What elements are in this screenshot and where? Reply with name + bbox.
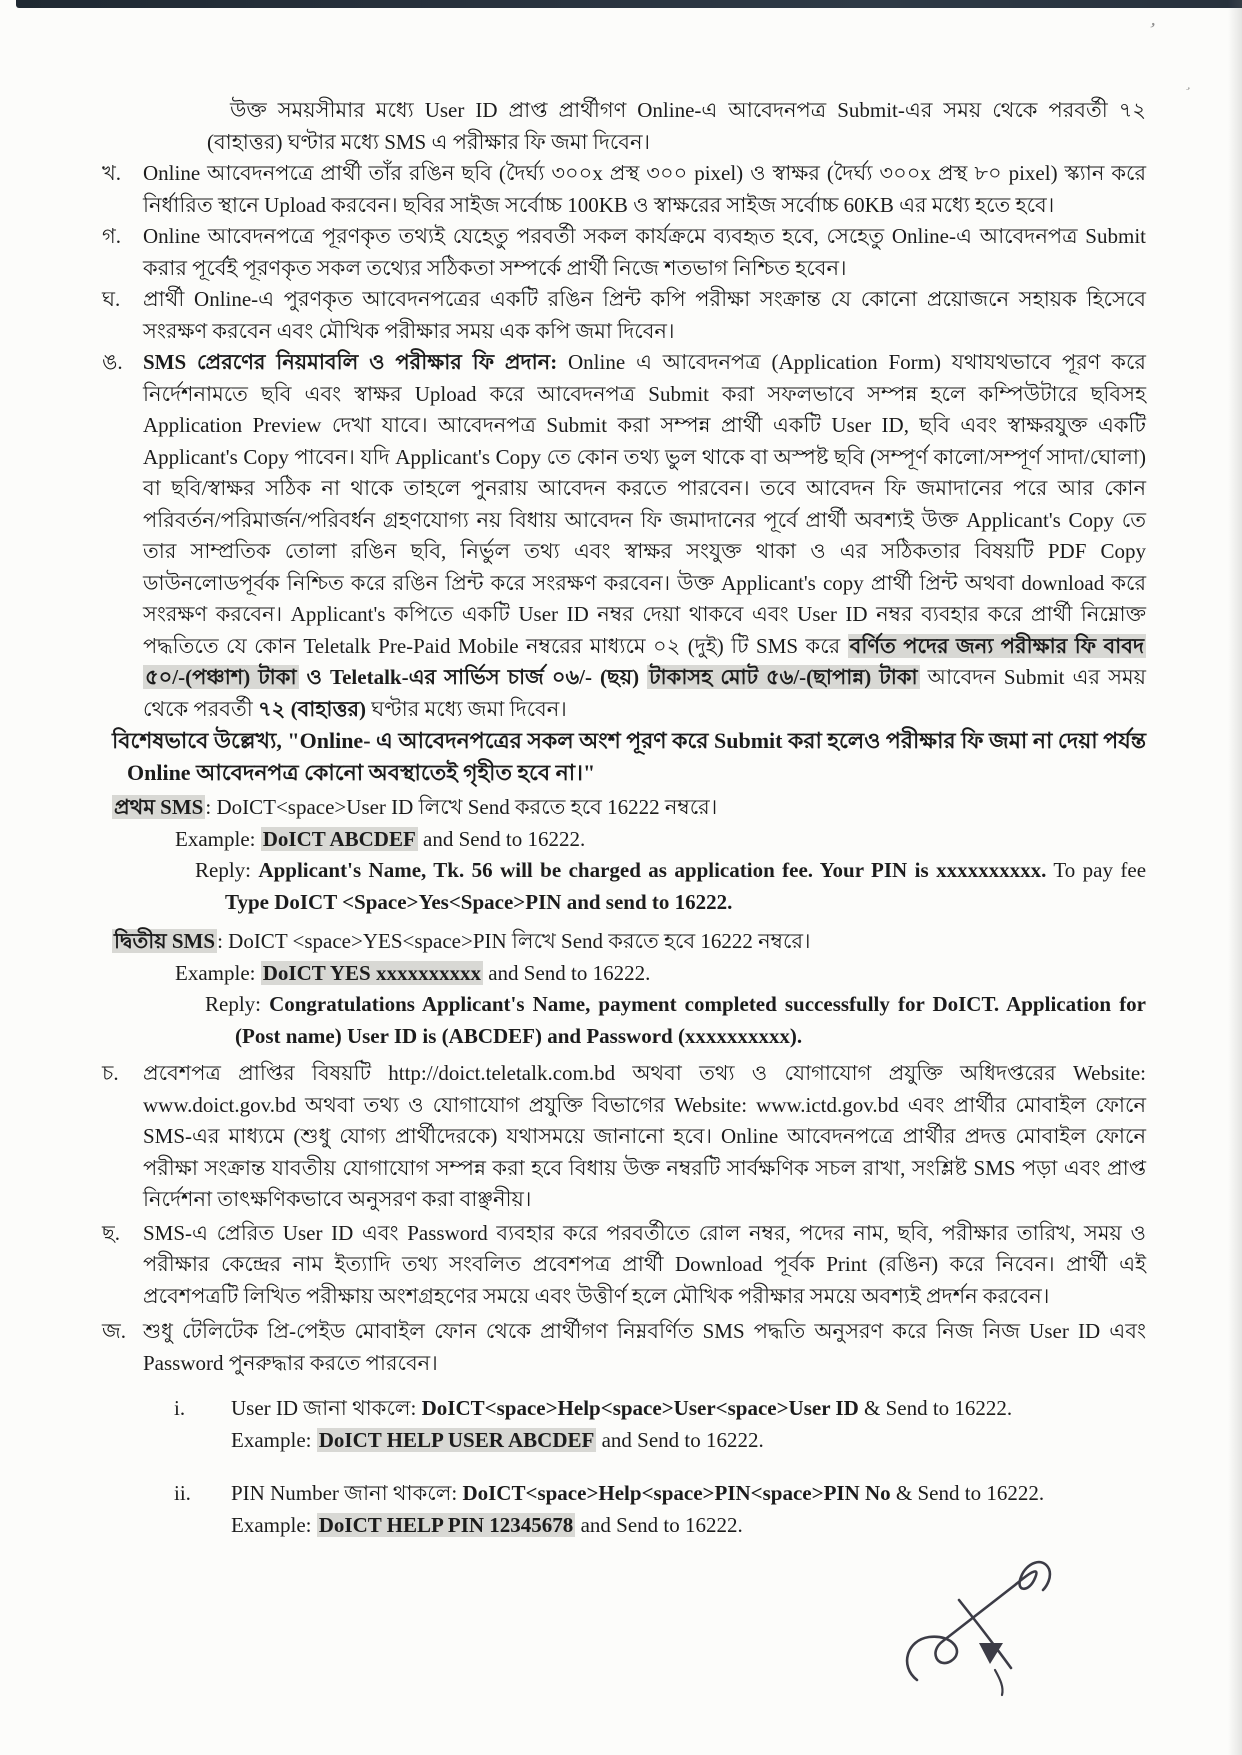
second-sms-reply-text: Reply: Congratulations Applicant's Name, payment completed successfully for DoICT. Application for (Post name) User ID is (ABCDEF) and Password (xxxxxxxxxx). (205, 992, 1147, 1048)
page-right-edge-shade (1228, 0, 1242, 1755)
section-gha-text: প্রার্থী Online-এ পুরণকৃত আবেদনপত্রের একটি রঙিন প্রিন্ট কপি পরীক্ষা সংক্রান্ত যে কোনো প্রয়োজনে সহায়ক হিসেবে সংরক্ষণ করবেন এবং মৌখিক পরীক্ষার সময় এক কপি জমা দিবেন। (143, 287, 1146, 343)
section-uma-marker: ঙ. (102, 350, 123, 374)
recovery-item-ii-marker: ii. (174, 1481, 191, 1505)
scan-speck: ’ (1144, 18, 1158, 42)
section-kha-text: Online আবেদনপত্রে প্রার্থী তাঁর রঙিন ছবি (দৈর্ঘ্য ৩০০x প্রস্থ ৩০০ pixel) ও স্বাক্ষর (দৈর্ঘ্য ৩০০x প্রস্থ ৮০ pixel) স্ক্যান করে নির্ধারিত স্থানে Upload করবেন। ছবির সাইজ সর্বোচ্চ 100KB ও স্বাক্ষরের সাইজ সর্বোচ্চ 60KB এর মধ্যে হতে হবে। (143, 161, 1146, 217)
section-uma-sms-rules (100, 347, 1146, 725)
second-sms-reply (205, 989, 1147, 1052)
first-sms-reply (195, 855, 1147, 918)
section-cha-text: প্রবেশপত্র প্রাপ্তির বিষয়টি http://doict.teletalk.com.bd অথবা তথ্য ও যোগাযোগ প্রযুক্তি অধিদপ্তরের Website: www.doict.gov.bd অথবা তথ্য ও যোগাযোগ প্রযুক্তি বিভাগের Website: www.ictd.gov.bd এবং প্রার্থীর মোবাইল ফোনে SMS-এর মাধ্যমে (শুধু যোগ্য প্রার্থীদেরকে) যথাসময়ে জানানো হবে। Online আবেদনপত্রে প্রার্থীর প্রদত্ত মোবাইল ফোনে পরীক্ষা সংক্রান্ত যাবতীয় যোগাযোগ সম্পন্ন করা হবে বিধায় উক্ত নম্বরটি সার্বক্ষণিক সচল রাখা, সংশ্লিষ্ট SMS পড়া এবং প্রাপ্ত নির্দেশনা তাৎক্ষণিকভাবে অনুসরণ করা বাঞ্ছনীয়। (143, 1061, 1146, 1211)
first-sms-instruction (112, 792, 1146, 824)
section-chha-marker: ছ. (102, 1220, 120, 1245)
special-note-text: বিশেষভাবে উল্লেখ্য, "Online- এ আবেদনপত্রের সকল অংশ পূরণ করে Submit করা হলেও পরীক্ষার ফি জমা না দেয়া পর্যন্ত Online আবেদনপত্র কোনো অবস্থাতেই গৃহীত হবে না।" (112, 728, 1146, 785)
section-ja-text: শুধু টেলিটেক প্রি-পেইড মোবাইল ফোন থেকে প্রার্থীগণ নিম্নবর্ণিত SMS পদ্ধতি অনুসরণ করে নিজ নিজ User ID এবং Password পুনরুদ্ধার করতে পারবেন। (143, 1319, 1146, 1375)
section-cha-marker: চ. (102, 1061, 119, 1085)
intro-text: উক্ত সময়সীমার মধ্যে User ID প্রাপ্ত প্রার্থীগণ Online-এ আবেদনপত্র Submit-এর সময় থেকে পরবর্তী ৭২ (বাহাত্তর) ঘণ্টার মধ্যে SMS এ পরীক্ষার ফি জমা দিবেন। (207, 98, 1146, 154)
section-cha (100, 1058, 1146, 1216)
section-ga (100, 221, 1146, 284)
recovery-item-ii-line2: Example: DoICT HELP PIN 12345678 and Send to 16222. (231, 1512, 743, 1537)
section-ga-marker: গ. (102, 224, 122, 248)
section-chha-text: SMS-এ প্রেরিত User ID এবং Password ব্যবহার করে পরবর্তীতে রোল নম্বর, পদের নাম, ছবি, পরীক্ষার তারিখ, সময় ও পরীক্ষার কেন্দ্রের নাম ইত্যাদি তথ্য সংবলিত প্রবেশপত্র প্রার্থী Download পূর্বক Print (রঙিন) করে নিবেন। প্রার্থী এই প্রবেশপত্রটি লিখিত পরীক্ষায় অংশগ্রহণের সময়ে এবং উত্তীর্ণ হলে মৌখিক পরীক্ষার সময়ে অবশ্যই প্রদর্শন করবেন। (143, 1220, 1146, 1308)
scan-speck: ’ (1178, 84, 1193, 100)
document-body (100, 95, 1146, 1541)
recovery-item-ii-line1: PIN Number জানা থাকলে: DoICT<space>Help<space>PIN<space>PIN No & Send to 16222. (231, 1481, 1045, 1505)
recovery-item-ii (100, 1478, 1146, 1541)
intro-paragraph (207, 95, 1146, 158)
section-kha-marker: খ. (102, 161, 122, 185)
section-gha-marker: ঘ. (102, 287, 121, 311)
section-gha (100, 284, 1146, 347)
first-sms-example-text: Example: DoICT ABCDEF and Send to 16222. (175, 826, 586, 851)
second-sms-example-text: Example: DoICT YES xxxxxxxxxx and Send to 16222. (175, 960, 651, 985)
section-ga-text: Online আবেদনপত্রে পূরণকৃত তথ্যই যেহেতু পরবর্তী সকল কার্যক্রমে ব্যবহৃত হবে, সেহেতু Online-এ আবেদনপত্র Submit করার পূর্বেই পূরণকৃত সকল তথ্যের সঠিকতা সম্পর্কে প্রার্থী নিজে শতভাগ নিশ্চিত হবেন। (143, 224, 1146, 280)
first-sms-reply-text: Reply: Applicant's Name, Tk. 56 will be charged as application fee. Your PIN is xxxxxxxxxx. To pay fee Type DoICT <Space>Yes<Space>PIN and send to 16222. (195, 858, 1147, 914)
first-sms-instruction-text: প্রথম SMS: DoICT<space>User ID লিখে Send করতে হবে 16222 নম্বরে। (114, 795, 718, 819)
scanner-edge-artifact (16, 0, 1242, 8)
second-sms-instruction-text: দ্বিতীয় SMS: DoICT <space>YES<space>PIN লিখে Send করতে হবে 16222 নম্বরে। (114, 929, 811, 953)
section-uma-text: SMS প্রেরণের নিয়মাবলি ও পরীক্ষার ফি প্রদান: Online এ আবেদনপত্র (Application Form) যথাযথভাবে পূরণ করে নির্দেশনামতে ছবি এবং স্বাক্ষর Upload করে আবেদনপত্র Submit করা সফলভাবে সম্পন্ন হলে কম্পিউটারে ছবিসহ Application Preview দেখা যাবে। আবেদনপত্র Submit করা সম্পন্ন প্রার্থী একটি User ID, ছবি এবং স্বাক্ষরযুক্ত একটি Applicant's Copy পাবেন। যদি Applicant's Copy তে কোন তথ্য ভুল থাকে বা অস্পষ্ট ছবি (সম্পূর্ণ কালো/সম্পূর্ণ সাদা/ঘোলা) বা ছবি/স্বাক্ষর সঠিক না থাকে তাহলে পুনরায় আবেদন করতে পারবেন। তবে আবেদন ফি জমাদানের পরে আর কোন পরিবর্তন/পরিমার্জন/পরিবর্ধন গ্রহণযোগ্য নয় বিধায় আবেদন ফি জমাদানের পূর্বে প্রার্থী অবশ্যই উক্ত Applicant's Copy তে তার সাম্প্রতিক তোলা রঙিন ছবি, নির্ভুল তথ্য এবং স্বাক্ষর সংযুক্ত থাকা ও এর সঠিকতার বিষয়টি PDF Copy ডাউনলোডপূর্বক নিশ্চিত করে রঙিন প্রিন্ট করে সংরক্ষণ করবেন। উক্ত Applicant's copy প্রার্থী প্রিন্ট অথবা download করে সংরক্ষণ করবেন। Applicant's কপিতে একটি User ID নম্বর দেয়া থাকবে এবং User ID নম্বর ব্যবহার করে প্রার্থী নিম্নোক্ত পদ্ধতিতে যে কোন Teletalk Pre-Paid Mobile নম্বরের মাধ্যমে ০২ (দুই) টি SMS করে বর্ণিত পদের জন্য পরীক্ষার ফি বাবদ ৫০/-(পঞ্চাশ) টাকা ও Teletalk-এর সার্ভিস চার্জ ০৬/- (ছয়) টাকাসহ মোট ৫৬/-(ছাপান্ন) টাকা আবেদন Submit এর সময় থেকে পরবর্তী ৭২ (বাহাত্তর) ঘণ্টার মধ্যে জমা দিবেন। (143, 350, 1146, 721)
recovery-item-i (100, 1393, 1146, 1456)
section-chha (100, 1218, 1146, 1313)
section-ja-marker: জ. (102, 1319, 127, 1343)
first-sms-example (175, 824, 1146, 856)
recovery-item-i-marker: i. (174, 1396, 186, 1420)
second-sms-instruction (112, 926, 1146, 958)
section-kha (100, 158, 1146, 221)
recovery-item-i-line1: User ID জানা থাকলে: DoICT<space>Help<space>User<space>User ID & Send to 16222. (231, 1396, 1013, 1420)
special-note (112, 725, 1146, 788)
second-sms-example (175, 958, 1146, 990)
section-ja (100, 1316, 1146, 1379)
signature-scribble (895, 1548, 1080, 1713)
recovery-item-i-line2: Example: DoICT HELP USER ABCDEF and Send to 16222. (231, 1427, 764, 1452)
